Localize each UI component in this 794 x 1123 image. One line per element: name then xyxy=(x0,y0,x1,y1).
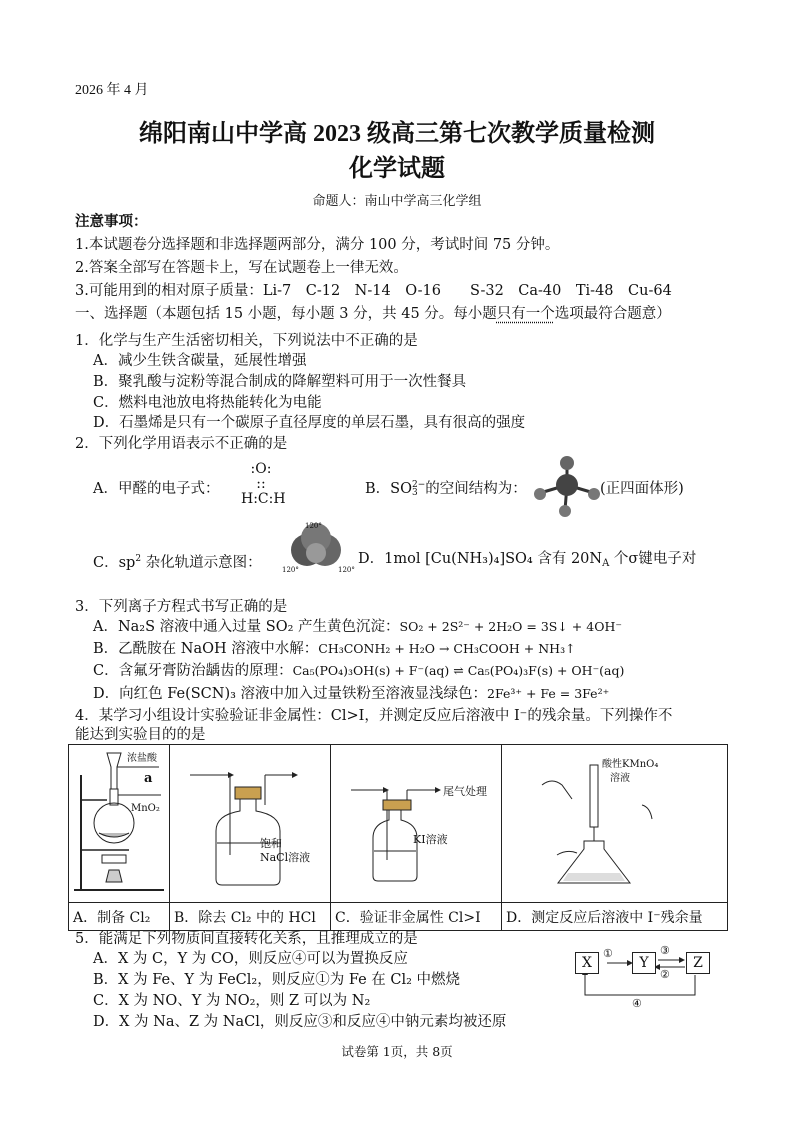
q2-option-a: A．甲醛的电子式： xyxy=(93,481,220,497)
q4-stem-1: 4．某学习小组设计实验验证非金属性：Cl>I，并测定反应后溶液中 I⁻的残余量。下列操作不 xyxy=(75,708,673,724)
q4-stem-2: 能达到实验目的的是 xyxy=(75,727,206,743)
q3-option-a xyxy=(93,618,622,636)
q3b-eq: CH₃CONH₂ + H₂O → CH₃COOH + NH₃↑ xyxy=(318,641,576,656)
c-text: C．sp xyxy=(93,555,136,571)
q1-stem: 1．化学与生产生活密切相关，下列说法中不正确的是 xyxy=(75,333,418,349)
b-text2: 的空间结构为： xyxy=(425,481,527,497)
c-sup: 2 xyxy=(135,554,142,564)
angle-label-right: 120° xyxy=(338,566,355,574)
b-text: B．SO xyxy=(365,481,412,497)
q3d-text: D．向红色 Fe(SCN)₃ 溶液中加入过量铁粉至溶液显浅绿色： xyxy=(93,686,488,702)
q3-option-c xyxy=(93,662,624,680)
label-solution: 溶液 xyxy=(610,773,630,784)
q3a-eq: SO₂ + 2S²⁻ + 2H₂O = 3S↓ + 4OH⁻ xyxy=(399,619,622,634)
apparatus-b-image xyxy=(170,745,330,898)
angle-label-left: 120° xyxy=(282,566,299,574)
q1-option-c: C．燃料电池放电将热能转化为电能 xyxy=(93,395,322,411)
d-text: D．1mol [Cu(NH₃)₄]SO₄ 含有 20N xyxy=(358,551,603,567)
q5-box-y: Y xyxy=(632,952,656,974)
q1-option-d: D．石墨烯是只有一个碳原子直径厚度的单层石墨，具有很高的强度 xyxy=(93,415,526,431)
q3-option-d xyxy=(93,685,609,703)
notice-item-2: 2.答案全部写在答题卡上，写在试题卷上一律无效。 xyxy=(75,260,408,276)
exam-author: 命题人：南山中学高三化学组 xyxy=(312,193,482,208)
formaldehyde-electron-formula xyxy=(241,461,286,507)
label-a: a xyxy=(144,771,153,786)
q2-b-note: (正四面体形) xyxy=(600,481,684,497)
exam-title: 绵阳南山中学高 2023 级高三第七次教学质量检测 xyxy=(139,121,655,147)
q5-label-2: ② xyxy=(660,968,670,981)
q5-option-b: B．X 为 Fe、Y 为 FeCl₂，则反应①为 Fe 在 Cl₂ 中燃烧 xyxy=(93,972,461,988)
page-footer: 试卷第 1页，共 8页 xyxy=(341,1044,453,1059)
caption-d: D．测定反应后溶液中 I⁻残余量 xyxy=(502,903,728,931)
q3-stem: 3．下列离子方程式书写正确的是 xyxy=(75,599,288,615)
formula-mid: :: xyxy=(256,476,266,492)
apparatus-a-image xyxy=(69,745,169,898)
section-tail: 选项最符合题意） xyxy=(554,306,671,322)
apparatus-table xyxy=(68,744,728,931)
d-text2: 个σ键电子对 xyxy=(609,551,697,567)
section-heading xyxy=(75,305,671,323)
so3-structure-image xyxy=(532,455,602,520)
b-sup: 2− xyxy=(411,480,426,490)
d-sub: A xyxy=(602,558,610,569)
q5-label-1: ① xyxy=(603,947,613,960)
q2-option-c xyxy=(93,550,262,572)
q1-option-a: A．减少生铁含碳量，延展性增强 xyxy=(93,353,307,369)
angle-label-top: 120° xyxy=(305,522,322,530)
label-mno2: MnO₂ xyxy=(131,803,160,814)
q5-label-4: ④ xyxy=(632,997,642,1010)
notice-heading: 注意事项： xyxy=(75,214,148,230)
q3a-text: A．Na₂S 溶液中通入过量 SO₂ 产生黄色沉淀： xyxy=(93,619,400,635)
q5-option-d: D．X 为 Na、Z 为 NaCl，则反应③和反应④中钠元素均被还原 xyxy=(93,1014,507,1030)
q5-option-c: C．X 为 NO、Y 为 NO₂，则 Z 可以为 N₂ xyxy=(93,993,371,1009)
apparatus-d-cell xyxy=(502,745,728,903)
q5-box-x: X xyxy=(575,952,599,974)
apparatus-c-cell xyxy=(331,745,502,903)
caption-c: C．验证非金属性 Cl>I xyxy=(331,903,502,931)
q5-option-a: A．X 为 C，Y 为 CO，则反应④可以为置换反应 xyxy=(93,951,408,967)
apparatus-b-cell xyxy=(170,745,331,903)
c-text2: 杂化轨道示意图： xyxy=(141,555,262,571)
formula-bot: H:C:H xyxy=(241,491,286,507)
exam-subtitle: 化学试题 xyxy=(349,156,445,182)
label-conc-hcl: 浓盐酸 xyxy=(127,753,157,764)
q5-label-3: ③ xyxy=(660,944,670,957)
q2-option-b xyxy=(365,480,527,498)
q5-box-z: Z xyxy=(686,952,710,974)
apparatus-a-cell xyxy=(69,745,170,903)
q3b-text: B．乙酰胺在 NaOH 溶液中水解： xyxy=(93,641,319,657)
q5-stem: 5．能满足下列物质间直接转化关系，且推理成立的是 xyxy=(75,931,418,947)
apparatus-c-image xyxy=(331,745,501,898)
label-ki: KI溶液 xyxy=(413,833,448,846)
q3c-eq: Ca₅(PO₄)₃OH(s) + F⁻(aq) ⇌ Ca₅(PO₄)₃F(s) + OH⁻(aq) xyxy=(292,663,625,678)
notice-item-3: 3.可能用到的相对原子质量：Li-7 C-12 N-14 O-16 S-32 Ca-40 Ti-48 Cu-64 xyxy=(75,283,672,299)
label-kmno4: 酸性KMnO₄ xyxy=(602,759,659,770)
label-nacl: NaCl溶液 xyxy=(260,851,311,864)
q1-option-b: B．聚乳酸与淀粉等混合制成的降解塑料可用于一次性餐具 xyxy=(93,374,467,390)
b-sub: 3 xyxy=(411,488,418,498)
label-saturated: 饱和 xyxy=(260,837,282,850)
section-intro: 一、选择题（本题包括 15 小题，每小题 3 分，共 45 分。每小题 xyxy=(75,306,497,322)
formula-top: :O: xyxy=(250,461,272,477)
q3c-text: C．含氟牙膏防治龋齿的原理： xyxy=(93,663,293,679)
caption-b: B．除去 Cl₂ 中的 HCl xyxy=(170,903,331,931)
q2-stem: 2．下列化学用语表示不正确的是 xyxy=(75,436,288,452)
section-emph: 只有一个 xyxy=(496,306,555,322)
q3d-eq: 2Fe³⁺ + Fe = 3Fe²⁺ xyxy=(487,686,610,701)
label-tail-gas: 尾气处理 xyxy=(443,785,487,798)
notice-item-1: 1.本试题卷分选择题和非选择题两部分，满分 100 分，考试时间 75 分钟。 xyxy=(75,237,560,253)
exam-date: 2026 年 4 月 xyxy=(75,83,149,98)
q2-option-d xyxy=(358,550,696,573)
caption-a: A．制备 Cl₂ xyxy=(69,903,170,931)
q3-option-b xyxy=(93,640,576,658)
